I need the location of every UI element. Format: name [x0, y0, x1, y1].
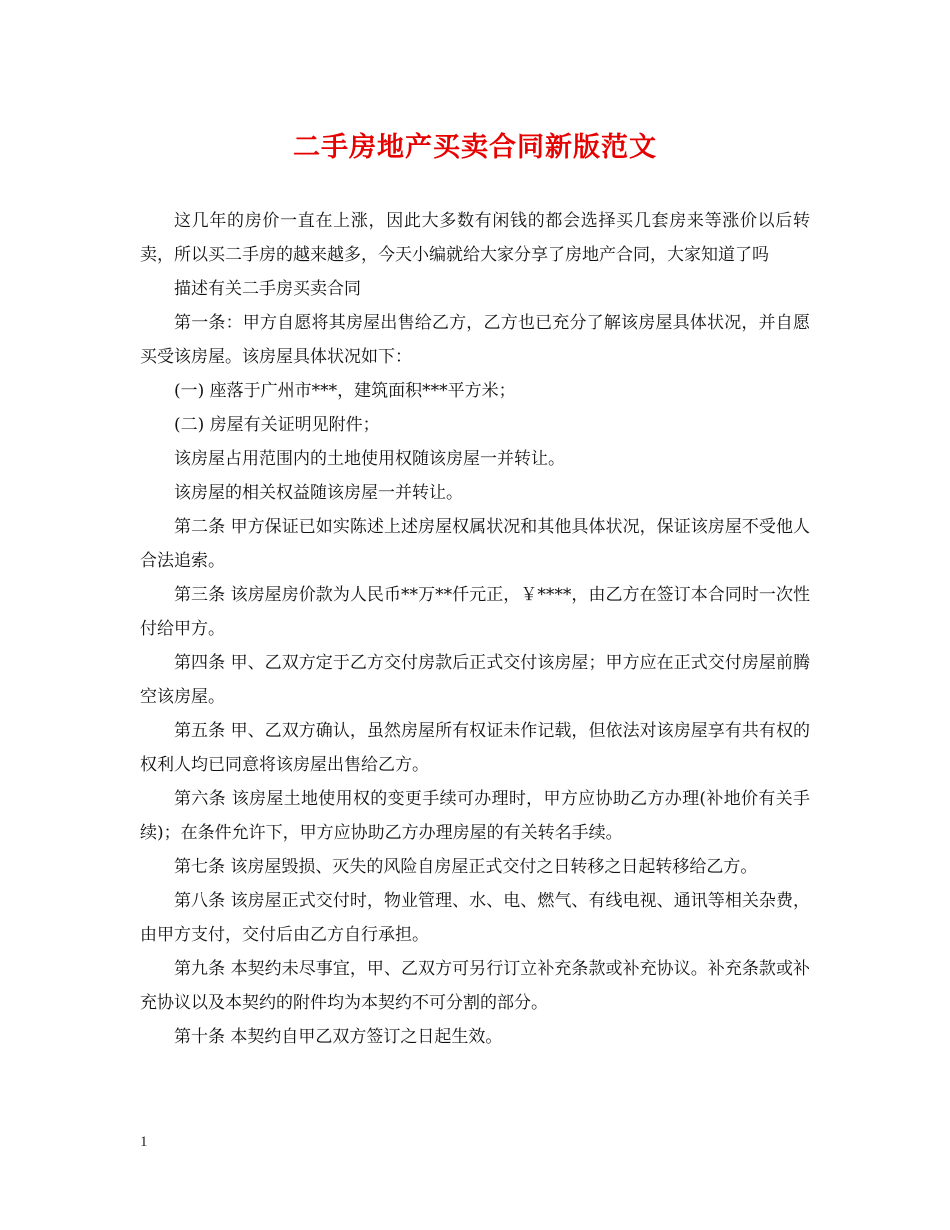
article-1-item-1: (一) 座落于广州市***，建筑面积***平方米；: [174, 381, 516, 401]
intro-paragraph: 这几年的房价一直在上涨，因此大多数有闲钱的都会选择买几套房来等涨价以后转卖，所以买二手房的越来越多，今天小编就给大家分享了房地产合同，大家知道了吗: [140, 211, 810, 265]
article-1: 第一条：甲方自愿将其房屋出售给乙方，乙方也已充分了解该房屋具体状况，并自愿买受该房屋。该房屋具体状况如下：: [140, 313, 810, 367]
article-1-item-2: (二) 房屋有关证明见附件；: [174, 415, 380, 435]
related-rights-clause: 该房屋的相关权益随该房屋一并转让。: [174, 483, 463, 503]
article-9: 第九条 本契约未尽事宜，甲、乙双方可另行订立补充条款或补充协议。补充条款或补充协议以及本契约的附件均为本契约不可分割的部分。: [140, 959, 810, 1013]
article-7: 第七条 该房屋毁损、灭失的风险自房屋正式交付之日转移之日起转移给乙方。: [174, 857, 758, 877]
article-6: 第六条 该房屋土地使用权的变更手续可办理时，甲方应协助乙方办理(补地价有关手续)；在条件允许下，甲方应协助乙方办理房屋的有关转名手续。: [140, 789, 810, 843]
article-10: 第十条 本契约自甲乙双方签订之日起生效。: [174, 1027, 503, 1047]
article-2: 第二条 甲方保证已如实陈述上述房屋权属状况和其他具体状况，保证该房屋不受他人合法追索。: [140, 517, 810, 571]
document-title: 二手房地产买卖合同新版范文: [293, 132, 657, 163]
land-use-right-clause: 该房屋占用范围内的土地使用权随该房屋一并转让。: [174, 449, 565, 469]
article-8: 第八条 该房屋正式交付时，物业管理、水、电、燃气、有线电视、通讯等相关杂费，由甲方支付，交付后由乙方自行承担。: [140, 891, 810, 945]
document-body: [140, 204, 810, 1054]
page-number: 1: [140, 1134, 148, 1150]
article-4: 第四条 甲、乙双方定于乙方交付房款后正式交付该房屋；甲方应在正式交付房屋前腾空该房屋。: [140, 653, 810, 707]
section-heading: 描述有关二手房买卖合同: [174, 279, 361, 299]
article-5: 第五条 甲、乙双方确认，虽然房屋所有权证未作记载，但依法对该房屋享有共有权的权利人均已同意将该房屋出售给乙方。: [140, 721, 810, 775]
article-3: 第三条 该房屋房价款为人民币**万**仟元正，￥****，由乙方在签订本合同时一次性付给甲方。: [140, 585, 810, 639]
